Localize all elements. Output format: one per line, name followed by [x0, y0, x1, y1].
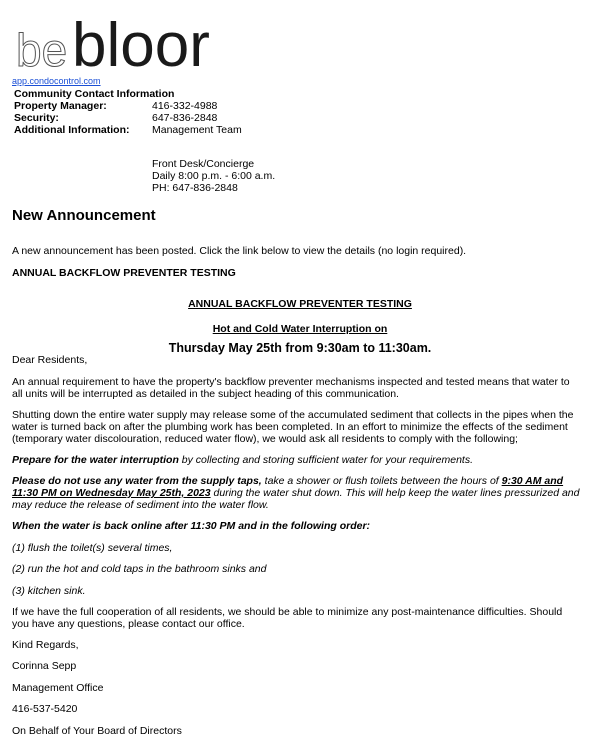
signer-phone: 416-537-5420	[12, 703, 78, 715]
step-1: (1) flush the toilet(s) several times,	[12, 542, 173, 554]
paragraph-2: Shutting down the entire water supply may release some of the accumulated sediment that collects in the pipes when the water is turned back on after the plumbing work has been completed. In an effort to minimize the effects of the sediment (temporary water discolouration, reduced water flow), we would ask all residents to comply with the following;	[12, 409, 574, 445]
community-contact-info	[14, 88, 242, 136]
logo-bloor: bloor	[72, 12, 210, 74]
announcement-title: New Announcement	[12, 207, 156, 224]
step-2: (2) run the hot and cold taps in the bathroom sinks and	[12, 563, 267, 575]
greeting: Dear Residents,	[12, 354, 88, 366]
contact-label: Property Manager:	[14, 100, 107, 112]
contact-row	[14, 124, 242, 136]
signer-office: Management Office	[12, 682, 104, 694]
condocontrol-link[interactable]: app.condocontrol.com	[12, 76, 101, 86]
kind-regards: Kind Regards,	[12, 639, 79, 651]
please-time: 9:30 AM and 11:30 PM on Wednesday May 25th, 2023	[12, 475, 564, 499]
logo-be: be	[16, 24, 68, 74]
contact-label: Security:	[14, 112, 59, 124]
desk-line: Front Desk/Concierge	[152, 158, 255, 170]
subject-line: ANNUAL BACKFLOW PREVENTER TESTING	[12, 267, 236, 279]
contact-label: Additional Information:	[14, 124, 130, 136]
contact-value: Management Team	[152, 124, 242, 136]
center-date: Thursday May 25th from 9:30am to 11:30am.	[168, 341, 432, 355]
prepare-bold: Prepare for the water interruption	[12, 454, 179, 466]
bebloor-logo	[16, 12, 236, 74]
please-bold: Please do not use any water from the supply taps,	[12, 475, 262, 487]
contact-row	[14, 100, 242, 112]
center-subtitle: Hot and Cold Water Interruption on	[212, 323, 388, 335]
center-title: ANNUAL BACKFLOW PREVENTER TESTING	[188, 298, 412, 310]
intro-text: A new announcement has been posted. Click the link below to view the details (no login required).	[12, 245, 467, 257]
desk-line: Daily 8:00 p.m. - 6:00 a.m.	[152, 170, 276, 182]
step-3: (3) kitchen sink.	[12, 585, 86, 597]
on-behalf: On Behalf of Your Board of Directors	[12, 725, 182, 737]
contact-heading: Community Contact Information	[14, 88, 175, 100]
please-mid: take a shower or flush toilets between the hours of	[261, 475, 502, 487]
contact-row	[14, 112, 242, 124]
paragraph-1: An annual requirement to have the property's backflow preventer mechanisms inspected and tested means that water to all units will be interrupted as detailed in the subject heading of this communication.	[12, 376, 570, 400]
closing-paragraph: If we have the full cooperation of all residents, we should be able to minimize any post-maintenance difficulties. Should you have any questions, please contact our office.	[12, 606, 563, 630]
contact-value: 416-332-4988	[152, 100, 218, 112]
when-line: When the water is back online after 11:30 PM and in the following order:	[12, 520, 371, 532]
please-rest: during the water shut down. This will help keep the water lines pressurized and may reduce the release of sediment into the water flow.	[12, 487, 580, 511]
signer-name: Corinna Sepp	[12, 660, 77, 672]
prepare-paragraph	[12, 454, 580, 466]
contact-value: 647-836-2848	[152, 112, 218, 124]
desk-line: PH: 647-836-2848	[152, 182, 238, 194]
prepare-rest: by collecting and storing sufficient water for your requirements.	[178, 454, 474, 466]
front-desk-info	[152, 158, 275, 194]
please-paragraph	[12, 475, 580, 511]
